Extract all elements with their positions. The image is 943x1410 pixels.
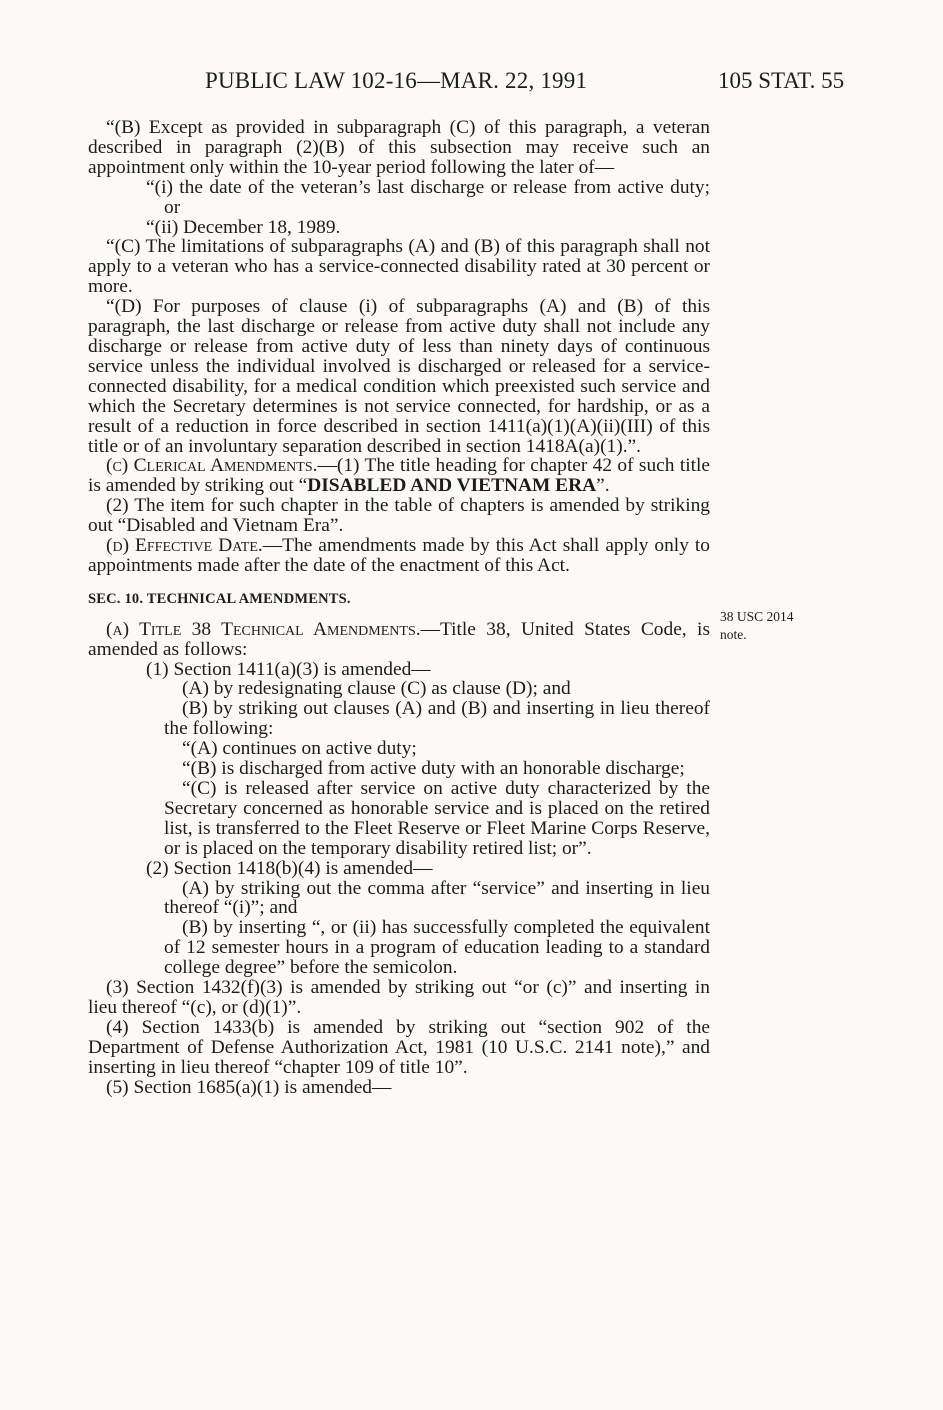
section-heading: SEC. 10. TECHNICAL AMENDMENTS.	[88, 590, 351, 607]
quote-a: “(A) continues on active duty;	[182, 738, 417, 760]
para-b-i: “(i) the date of the veteran’s last discharge or release from active duty; or	[146, 176, 710, 218]
effective-label: (d) Effective Date.	[106, 535, 263, 557]
para-effective	[88, 536, 710, 576]
margin-note-citation: 38 USC 2014	[720, 609, 794, 624]
para-item2: (2) The item for such chapter in the table of chapters is amended by striking out “Disabled and Vietnam Era”.	[88, 495, 710, 537]
para-s5: (5) Section 1685(a)(1) is amended—	[106, 1076, 392, 1098]
title38-text: —Title 38, United States Code, is amended as follows:	[88, 618, 710, 660]
quote-c: “(C) is released after service on active duty characterized by the Secretary concerned as honorable service and is placed on the retired list, is transferred to the Fleet Reserve or Fleet Marine Corps Reserve, or is placed on the temporary disability retired list; or”.	[164, 778, 710, 859]
document-body	[88, 118, 710, 1098]
para-s1-b: (B) by striking out clauses (A) and (B) and inserting in lieu thereof the following:	[164, 698, 710, 740]
clerical-text: —(1) The title heading for chapter 42 of such title is amended by striking out “	[88, 455, 710, 497]
quote-b: “(B) is discharged from active duty with an honorable discharge;	[182, 758, 685, 780]
para-s1: (1) Section 1411(a)(3) is amended—	[146, 658, 431, 680]
para-b-ii: “(ii) December 18, 1989.	[146, 216, 341, 238]
effective-text: —The amendments made by this Act shall apply only to appointments made after the date of the enactment of this Act.	[88, 535, 710, 576]
clerical-label: (c) Clerical Amendments.	[106, 455, 318, 477]
para-s4: (4) Section 1433(b) is amended by striking out “section 902 of the Department of Defense Authorization Act, 1981 (10 U.S.C. 2141 note),” and inserting in lieu thereof “chapter 109 of title 10”.	[88, 1016, 710, 1078]
page-number: 105 STAT. 55	[718, 68, 845, 93]
para-s1-a: (A) by redesignating clause (C) as clause (D); and	[182, 678, 571, 700]
para-s2: (2) Section 1418(b)(4) is amended—	[146, 857, 433, 879]
para-b: “(B) Except as provided in subparagraph (C) of this paragraph, a veteran described in paragraph (2)(B) of this subsection may receive such an appointment only within the 10-year period following the later of—	[88, 117, 710, 178]
title38-label: (a) Title 38 Technical Amendments.	[106, 618, 421, 640]
para-clerical	[88, 456, 710, 496]
para-d: “(D) For purposes of clause (i) of subparagraphs (A) and (B) of this paragraph, the last discharge or release from active duty shall not include any discharge or release from active duty of less than ninety days of continuous service unless the individual involved is discharged or released for a service-connected disability, for a medical condition which preexisted such service and which the Secretary determines is not service connected, for hardship, or as a result of a reduction in force described in section 1411(a)(1)(A)(ii)(III) of this title or of an involuntary separation described in section 1418A(a)(1).”.	[88, 296, 710, 457]
running-header-title: PUBLIC LAW 102-16—MAR. 22, 1991	[205, 68, 588, 93]
para-c: “(C) The limitations of subparagraphs (A) and (B) of this paragraph shall not apply to a veteran who has a service-connected disability rated at 30 percent or more.	[88, 236, 710, 298]
para-s2-b: (B) by inserting “, or (ii) has successfully completed the equivalent of 12 semester hours in a program of education leading to a standard college degree” before the semicolon.	[164, 917, 710, 979]
clerical-bold: DISABLED AND VIETNAM ERA	[307, 475, 597, 497]
para-s3: (3) Section 1432(f)(3) is amended by striking out “or (c)” and inserting in lieu thereof “(c), or (d)(1)”.	[88, 977, 710, 1018]
clerical-end: ”.	[596, 475, 610, 497]
para-title38	[88, 620, 710, 660]
margin-note	[720, 608, 830, 644]
margin-note-label: note.	[720, 627, 747, 642]
para-s2-a: (A) by striking out the comma after “service” and inserting in lieu thereof “(i)”; and	[164, 877, 710, 919]
